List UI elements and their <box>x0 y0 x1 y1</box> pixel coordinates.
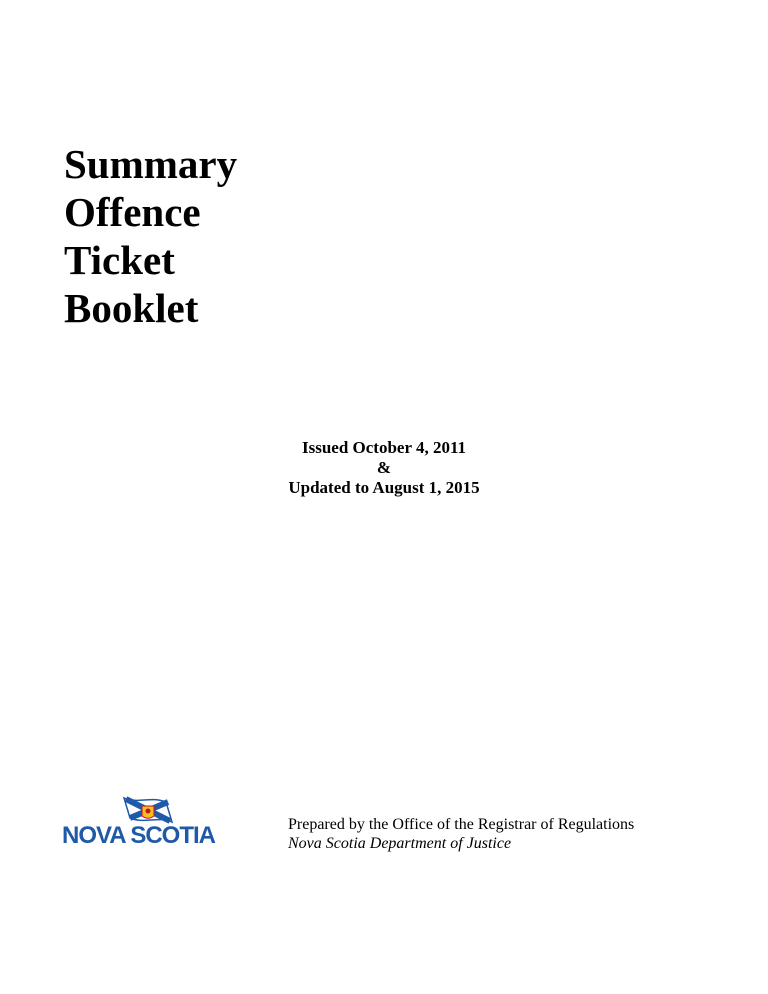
title-line-1: Summary <box>64 141 238 187</box>
updated-date: Updated to August 1, 2015 <box>288 478 480 497</box>
department-line: Nova Scotia Department of Justice <box>288 835 512 852</box>
prepared-by-line: Prepared by the Office of the Registrar of Regulations <box>288 816 635 833</box>
logo-wordmark: NOVA SCOTIA <box>62 822 216 849</box>
title-line-2: Offence <box>64 189 201 235</box>
ampersand: & <box>376 458 392 477</box>
nova-scotia-logo <box>62 796 262 856</box>
prepared-by-block <box>288 815 634 853</box>
title-line-4: Booklet <box>64 285 199 331</box>
issued-date: Issued October 4, 2011 <box>301 438 467 457</box>
title-line-3: Ticket <box>64 237 175 283</box>
document-title <box>64 140 237 332</box>
issue-date-block <box>0 438 768 498</box>
